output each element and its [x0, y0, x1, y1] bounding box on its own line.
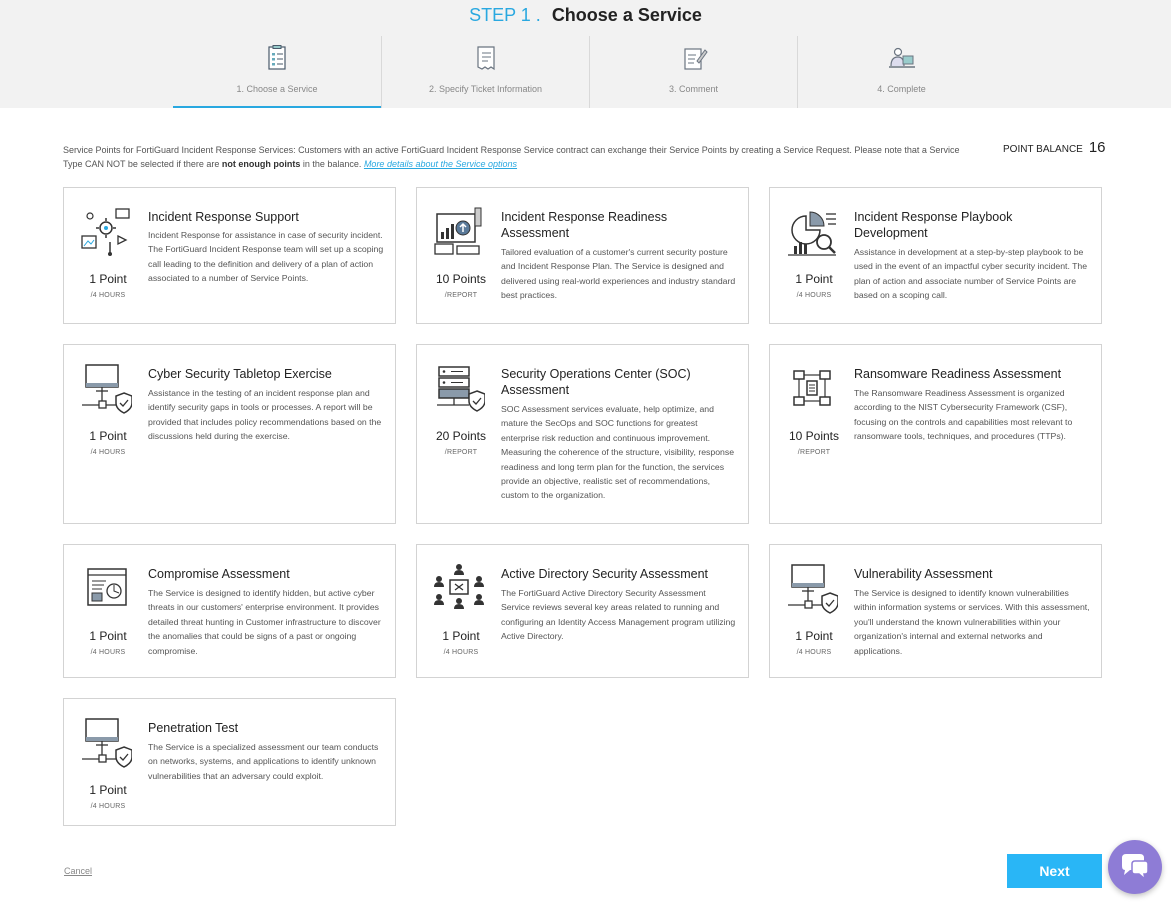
service-card-vulnerability-assessment[interactable] — [769, 544, 1102, 678]
point-balance-label: POINT BALANCE — [1003, 144, 1083, 155]
service-card-ir-readiness-assessment[interactable] — [416, 187, 749, 324]
users-network-icon — [433, 563, 485, 615]
cancel-link[interactable]: Cancel — [64, 866, 93, 876]
service-card-compromise-assessment[interactable] — [63, 544, 396, 678]
intro-lead: Service Points for FortiGuard Incident Response Services: — [63, 145, 296, 155]
step-label: 1. Choose a Service — [236, 84, 318, 94]
service-unit: /4 HOURS — [796, 649, 832, 656]
step-tab-ticket-info[interactable] — [381, 36, 589, 108]
service-title: Cyber Security Tabletop Exercise — [148, 367, 332, 381]
pencil-note-icon — [680, 44, 708, 72]
service-card-ransomware-readiness[interactable] — [769, 344, 1102, 524]
chat-bubbles-icon — [1108, 840, 1162, 894]
service-unit: /4 HOURS — [90, 449, 126, 456]
playbook-chart-icon — [786, 206, 838, 258]
person-laptop-icon — [888, 44, 916, 72]
step-tab-complete[interactable] — [797, 36, 1005, 108]
service-description: The Ransomware Readiness Assessment is organized according to the NIST Cybersecurity Framework (CSF), focusing on the controls and capabilities most relevant to ransomware tools, techniques, and procedures (TTPs). — [854, 388, 1073, 442]
intro-text: Customers with an active FortiGuard Incident Response Service contract can exchange their Service Points by creating a Service Request. Please note that a Service Type CAN NOT be selected if there are — [63, 145, 960, 169]
readiness-dashboard-icon — [433, 206, 485, 258]
service-card-active-directory[interactable] — [416, 544, 749, 678]
service-description: Tailored evaluation of a customer's current security posture and Incident Response Plan. The Service is designed and delivered using real-world experiences and industry standard best practices. — [501, 247, 736, 301]
service-unit: /4 HOURS — [443, 649, 479, 656]
clipboard-list-icon — [263, 44, 291, 72]
service-unit: /4 HOURS — [90, 803, 126, 810]
step-tab-comment[interactable] — [589, 36, 797, 108]
service-card-tabletop-exercise[interactable] — [63, 344, 396, 524]
service-unit: /REPORT — [444, 449, 478, 456]
service-points: 10 Points — [435, 272, 487, 286]
point-balance-value: 16 — [1088, 139, 1106, 156]
service-unit: /REPORT — [797, 449, 831, 456]
service-title: Security Operations Center (SOC) Assessment — [501, 367, 691, 397]
service-description: Assistance in the testing of an incident response plan and identify security gaps in tools or processes. A report will be provided that includes policy recommendations based on the discussions held during the exercise. — [148, 388, 382, 442]
service-description: Incident Response for assistance in case of security incident. The FortiGuard Incident Response team will set up a scoping call leading to the definition and delivery of a plan of action associated to a number of Service Points. — [148, 230, 384, 284]
service-title: Penetration Test — [148, 721, 239, 735]
step-tab-choose-service[interactable] — [173, 36, 381, 108]
monitor-shield-icon — [80, 363, 132, 415]
service-card-soc-assessment[interactable] — [416, 344, 749, 524]
service-card-penetration-test[interactable] — [63, 698, 396, 826]
service-points: 1 Point — [795, 629, 833, 643]
service-points: 10 Points — [788, 429, 840, 443]
step-title — [0, 5, 1171, 26]
browser-window-icon — [80, 563, 132, 615]
service-description: The Service is designed to identify hidden, but active cyber threats in our customers' enterprise environment. It provides detailed threat hunting in Customer infrastructure to discover the anomalies that could be signs of a past or ongoing compromise. — [148, 588, 381, 656]
service-title: Incident Response Readiness Assessment — [501, 210, 668, 240]
chat-widget-button[interactable] — [1108, 840, 1162, 894]
service-points: 1 Point — [89, 429, 127, 443]
service-card-ir-playbook-development[interactable] — [769, 187, 1102, 324]
incident-response-icon — [80, 206, 132, 258]
service-points: 1 Point — [89, 629, 127, 643]
step-label: 3. Comment — [668, 84, 719, 94]
service-title: Incident Response Playbook Development — [854, 210, 1013, 240]
service-unit: /REPORT — [444, 292, 478, 299]
service-points: 1 Point — [89, 272, 127, 286]
monitor-shield-icon — [786, 563, 838, 615]
service-card-incident-response-support[interactable] — [63, 187, 396, 324]
network-nodes-icon — [786, 363, 838, 415]
service-points: 1 Point — [442, 629, 480, 643]
service-description: SOC Assessment services evaluate, help optimize, and mature the SecOps and SOC functions for greatest enterprise risk reduction and continuous improvement. Measuring the coherence of the structure, visibility, response readiness and long term plan for the function, the services provide an objective, realistic set of recommendations, custom to the organization. — [501, 404, 735, 501]
wizard-header — [0, 0, 1171, 108]
service-points-intro — [63, 143, 968, 171]
service-unit: /4 HOURS — [796, 292, 832, 299]
intro-bold: not enough points — [221, 159, 301, 169]
service-points: 1 Point — [795, 272, 833, 286]
service-description: The Service is designed to identify known vulnerabilities within information systems or services. With this assessment, you'll understand the known vulnerabilities within your organization's internal and external networks and applications. — [854, 588, 1090, 656]
receipt-icon — [472, 44, 500, 72]
point-balance — [1003, 139, 1106, 156]
service-description: The FortiGuard Active Directory Security Assessment Service reviews several key areas related to running and configuring an Identity Access Management program utilizing Active Directory. — [501, 588, 736, 642]
step-number: STEP 1 . — [469, 5, 541, 25]
intro-text-2: in the balance. — [300, 159, 364, 169]
service-points: 1 Point — [89, 783, 127, 797]
service-unit: /4 HOURS — [90, 649, 126, 656]
service-options-link[interactable]: More details about the Service options — [363, 159, 518, 169]
monitor-shield-icon — [80, 717, 132, 769]
service-title: Active Directory Security Assessment — [501, 567, 709, 581]
service-title: Compromise Assessment — [148, 567, 290, 581]
server-shield-icon — [433, 363, 485, 415]
service-title: Ransomware Readiness Assessment — [854, 367, 1062, 381]
next-button[interactable]: Next — [1007, 854, 1102, 888]
step-name: Choose a Service — [551, 5, 702, 25]
step-label: 2. Specify Ticket Information — [428, 84, 543, 94]
service-description: Assistance in development at a step-by-step playbook to be used in the event of an impactful cyber security incident. The plan of action and associate number of Service Points are based on a scoping call. — [854, 247, 1088, 301]
service-points: 20 Points — [435, 429, 487, 443]
service-description: The Service is a specialized assessment our team conducts on networks, systems, and applications to identify unknown vulnerabilities that an adversary could exploit. — [148, 742, 379, 781]
service-unit: /4 HOURS — [90, 292, 126, 299]
step-tabs — [173, 36, 1005, 108]
service-title: Vulnerability Assessment — [854, 567, 993, 581]
service-title: Incident Response Support — [148, 210, 299, 224]
step-label: 4. Complete — [877, 84, 926, 94]
